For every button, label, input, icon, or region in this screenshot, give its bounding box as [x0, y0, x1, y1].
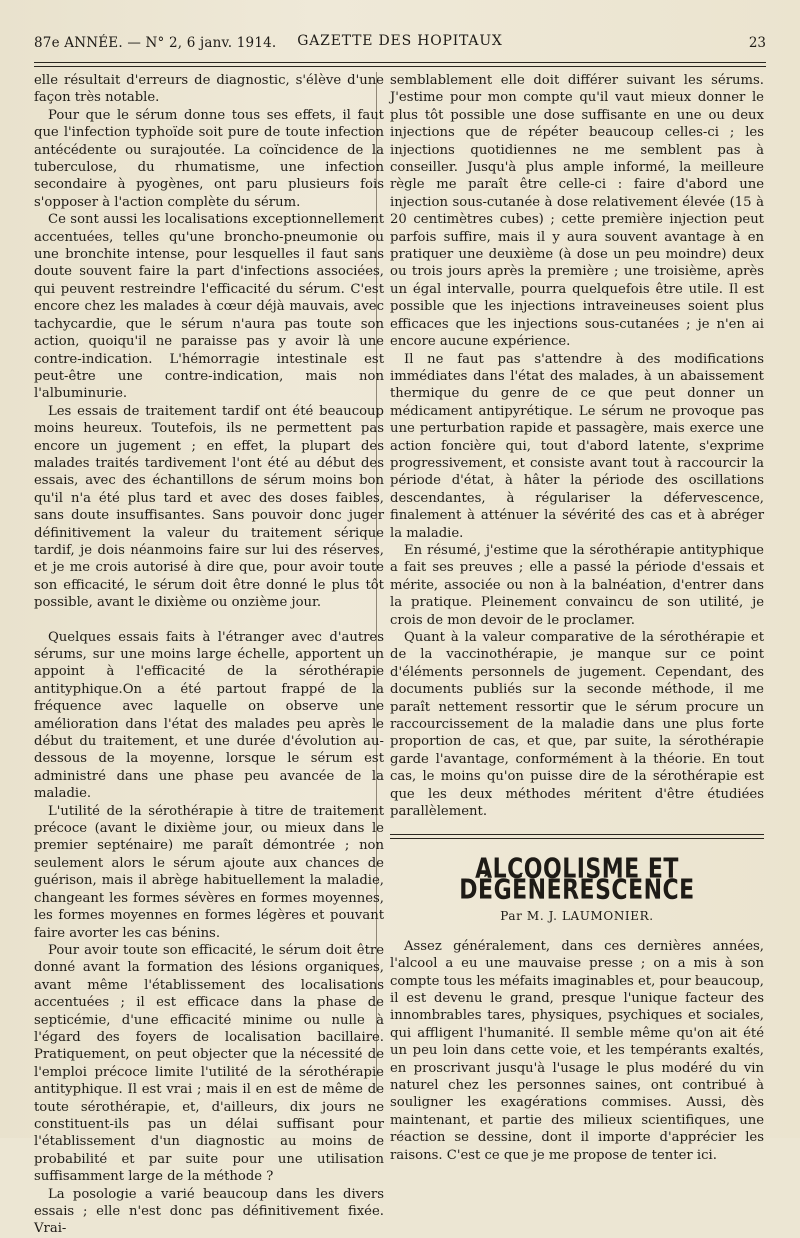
- paragraph: Quelques essais faits à l'étranger avec d'autres sérums, sur une moins large échelle, apportent un appoint à l'efficacité de la sérothérapie antityphique.On a été partout frappé de la fréquence avec laquelle on observe une amélioration dans l'état des malades peu après le début du traitement, et une durée d'évolution au-dessous de la moyenne, lorsque le sérum est administré dans une phase peu avancée de la maladie.: [34, 629, 384, 802]
- paragraph: elle résultait d'erreurs de diagnostic, s'élève d'une façon très notable.: [34, 73, 384, 106]
- journal-title: GAZETTE DES HOPITAUX: [297, 33, 503, 49]
- paragraph: semblablement elle doit différer suivant les sérums. J'estime pour mon compte qu'il vaut mieux donner le plus tôt possible une dose suffisante en une ou deux injections que de répéter beaucoup celles-ci ; les injections quotidiennes ne me semblent pas à conseiller. Jusqu'à plus ample informé, la meilleure règle me paraît être celle-ci : faire d'abord une injection sous-cutanée à dose relativement élevée (15 à 20 centimètres cubes) ; cette première injection peut parfois suffire, mais il y aura souvent avantage à en pratiquer une deuxième (à dose un peu moindre) deux ou trois jours après la première ; une troisième, après un égal intervalle, pourra quelquefois être utile. Il est possible que les injections intraveineuses soient plus efficaces que les injections sous-cutanées ; je n'en ai encore aucune expérience.: [390, 73, 764, 350]
- page-header: [34, 33, 766, 55]
- paragraph: Les essais de traitement tardif ont été beaucoup moins heureux. Toutefois, ils ne permettent pas encore un jugement ; en effet, la plupart des malades traités tardivement l'ont été au début des essais, avec des échantillons de sérum moins bon qu'il n'a été plus tard et avec des doses faibles, sans doute insuffisantes. Sans pouvoir donc juger définitivement la valeur du traitement sérique tardif, je dois néanmoins faire sur lui des réserves, et je me crois autorisé à dire que, pour avoir toute son efficacité, le sérum doit être donné le plus tôt possible, avant le dixième ou onzième jour.: [34, 403, 384, 611]
- paragraph: La posologie a varié beaucoup dans les divers essais ; elle n'est donc pas définitivement fixée. Vrai-: [34, 1186, 384, 1237]
- header-rule: [34, 62, 766, 67]
- article-body: Assez généralement, dans ces dernières années, l'alcool a eu une mauvaise presse ; on a mis à son compte tous les méfaits imaginables et, pour beaucoup, il est devenu le grand, presque l'unique facteur des innombrables tares, physiques, psychiques et sociales, qui affligent l'humanité. Il semble même qu'on ait été un peu loin dans cette voie, et les tempérants exaltés, en proscrivant jusqu'à l'usage le plus modéré du vin naturel chez les personnes saines, ont contribué à souligner les exagérations commises. Aussi, dès maintenant, et partie des milieux scientifiques, une réaction se dessine, dont il importe d'apprécier les raisons. C'est ce que je me propose de tenter ici.: [390, 938, 764, 1163]
- paragraph: L'utilité de la sérothérapie à titre de traitement précoce (avant le dixième jour, ou mieux dans le premier septénaire) me paraît démontrée ; non seulement alors le sérum ajoute aux chances de guérison, mais il abrège habituellement la maladie, changeant les formes sévères en formes moyennes, les formes moyennes en formes légères et pouvant faire avorter les cas bénins.: [34, 803, 384, 941]
- paragraph: Pour avoir toute son efficacité, le sérum doit être donné avant la formation des lésions organiques, avant même l'établissement des localisations accentuées ; il est efficace dans la phase de septicémie, d'une efficacité minime ou nulle à l'égard des foyers de localisation bacillaire. Pratiquement, on peut objecter que la nécessité de l'emploi précoce limite l'utilité de la sérothérapie antityphique. Il est vrai ; mais il en est de même de toute sérothérapie, et, d'ailleurs, dix jours ne constituent-ils pas un délai suffisant pour l'établissement d'un diagnostic au moins de probabilité et par suite pour une utilisation suffisamment large de la méthode ?: [34, 942, 384, 1185]
- paragraph: Quant à la valeur comparative de la sérothérapie et de la vaccinothérapie, je manque sur ce point d'éléments personnels de jugement. Cependant, des documents publiés sur la seconde méthode, il me paraît nettement ressortir que le sérum procure un raccourcissement de la maladie dans une plus forte proportion de cas, et que, par suite, la sérothérapie garde l'avantage, conformément à la théorie. En tout cas, le moins qu'on puisse dire de la sérothérapie est que les deux méthodes méritent d'être étudiées parallèlement.: [390, 630, 764, 820]
- article-byline: Par M. J. LAUMONIER.: [500, 909, 654, 924]
- left-column: [34, 72, 384, 1238]
- paragraph: En résumé, j'estime que la sérothérapie antityphique a fait ses preuves ; elle a passé la période d'essais et mérite, associée ou non à la balnéation, d'entrer dans la pratique. Pleinement convaincu de son utilité, je crois de mon devoir de le proclamer.: [390, 542, 764, 628]
- paragraph: Ce sont aussi les localisations exceptionnellement accentuées, telles qu'une broncho-pneumonie ou une bronchite intense, pour lesquelles il faut sans doute souvent faire la part d'infections associées, qui peuvent restreindre l'efficacité du sérum. C'est encore chez les malades à cœur déjà mauvais, avec tachycardie, que le sérum n'aura pas toute son action, quoiqu'il ne paraisse pas y avoir là une contre-indication. L'hémorragie intestinale est peut-être une contre-indication, mais non l'albuminurie.: [34, 212, 384, 402]
- paragraph: Il ne faut pas s'attendre à des modifications immédiates dans l'état des malades, à un abaissement thermique du genre de ce que peut donner un médicament antipyrétique. Le sérum ne provoque pas une perturbation rapide et passagère, mais exerce une action foncière qui, tout d'abord latente, s'exprime progressivement, et consiste avant tout à raccourcir la période d'état, à hâter la période des oscillations descendantes, à régulariser la défervescence, finalement à atténuer la sévérité des cas et à abréger la maladie.: [390, 351, 764, 541]
- article-title: ALCOOLISME ET DÉGÉNÉRESCENCE: [459, 854, 695, 908]
- page-number: 23: [748, 35, 766, 51]
- right-column: [390, 72, 764, 1164]
- issue-info: 87e ANNÉE. — N° 2, 6 janv. 1914.: [34, 35, 277, 51]
- paragraph: Pour que le sérum donne tous ses effets, il faut que l'infection typhoïde soit pure de toute infection antécédente ou surajoutée. La coïncidence de la tuberculose, du rhumatisme, une infection secondaire à pyogènes, ont paru plusieurs fois s'opposer à l'action complète du sérum.: [34, 107, 384, 210]
- section-rule: [390, 834, 764, 839]
